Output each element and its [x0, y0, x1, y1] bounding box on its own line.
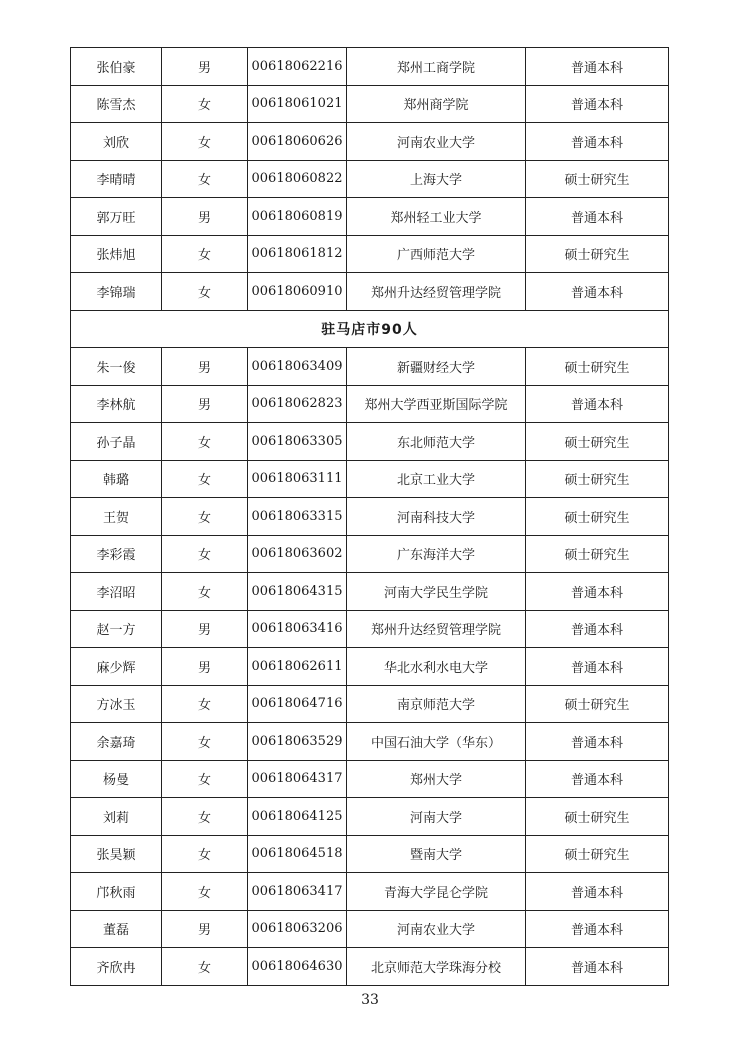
cell-school: 郑州大学西亚斯国际学院	[347, 385, 526, 423]
cell-education: 硕士研究生	[526, 235, 669, 273]
table-row	[71, 385, 669, 423]
cell-school: 暨南大学	[347, 835, 526, 873]
cell-education: 普通本科	[526, 723, 669, 761]
cell-name: 齐欣冉	[71, 948, 162, 986]
cell-gender: 男	[162, 198, 248, 236]
cell-gender: 男	[162, 910, 248, 948]
cell-school: 河南大学	[347, 798, 526, 836]
table-row	[71, 123, 669, 161]
cell-education: 硕士研究生	[526, 348, 669, 386]
cell-education: 硕士研究生	[526, 498, 669, 536]
cell-school: 东北师范大学	[347, 423, 526, 461]
cell-education: 硕士研究生	[526, 685, 669, 723]
table-row	[71, 723, 669, 761]
cell-id: 00618060819	[248, 198, 347, 236]
cell-gender: 女	[162, 160, 248, 198]
cell-name: 王贺	[71, 498, 162, 536]
cell-id: 00618060910	[248, 273, 347, 311]
cell-name: 郭万旺	[71, 198, 162, 236]
table-row	[71, 498, 669, 536]
cell-school: 青海大学昆仑学院	[347, 873, 526, 911]
cell-name: 朱一俊	[71, 348, 162, 386]
cell-gender: 女	[162, 685, 248, 723]
cell-id: 00618064630	[248, 948, 347, 986]
cell-gender: 女	[162, 123, 248, 161]
section-title: 驻马店市90人	[71, 310, 669, 348]
cell-school: 新疆财经大学	[347, 348, 526, 386]
table-row	[71, 835, 669, 873]
cell-school: 南京师范大学	[347, 685, 526, 723]
cell-id: 00618063315	[248, 498, 347, 536]
cell-gender: 女	[162, 423, 248, 461]
cell-education: 普通本科	[526, 610, 669, 648]
cell-id: 00618064518	[248, 835, 347, 873]
cell-school: 河南大学民生学院	[347, 573, 526, 611]
cell-education: 普通本科	[526, 198, 669, 236]
cell-education: 普通本科	[526, 948, 669, 986]
cell-name: 邝秋雨	[71, 873, 162, 911]
cell-id: 00618060626	[248, 123, 347, 161]
cell-education: 硕士研究生	[526, 160, 669, 198]
cell-school: 上海大学	[347, 160, 526, 198]
cell-education: 硕士研究生	[526, 798, 669, 836]
table-row	[71, 910, 669, 948]
table-row	[71, 348, 669, 386]
cell-gender: 女	[162, 460, 248, 498]
cell-name: 杨曼	[71, 760, 162, 798]
cell-gender: 女	[162, 273, 248, 311]
cell-education: 普通本科	[526, 910, 669, 948]
cell-gender: 女	[162, 498, 248, 536]
cell-name: 陈雪杰	[71, 85, 162, 123]
table-row	[71, 460, 669, 498]
cell-gender: 女	[162, 835, 248, 873]
cell-school: 河南科技大学	[347, 498, 526, 536]
cell-name: 刘莉	[71, 798, 162, 836]
cell-id: 00618063416	[248, 610, 347, 648]
cell-id: 00618060822	[248, 160, 347, 198]
cell-name: 张昊颖	[71, 835, 162, 873]
cell-school: 郑州工商学院	[347, 48, 526, 86]
cell-education: 普通本科	[526, 48, 669, 86]
cell-name: 张炜旭	[71, 235, 162, 273]
table-row	[71, 273, 669, 311]
cell-education: 硕士研究生	[526, 535, 669, 573]
table-row	[71, 948, 669, 986]
cell-school: 华北水利水电大学	[347, 648, 526, 686]
cell-school: 郑州升达经贸管理学院	[347, 610, 526, 648]
table-row	[71, 873, 669, 911]
cell-gender: 男	[162, 648, 248, 686]
table-row	[71, 610, 669, 648]
table-body-after	[71, 348, 669, 986]
table-row	[71, 760, 669, 798]
cell-gender: 男	[162, 348, 248, 386]
cell-name: 董磊	[71, 910, 162, 948]
table-body-before	[71, 48, 669, 311]
cell-name: 张伯豪	[71, 48, 162, 86]
table-row	[71, 648, 669, 686]
cell-education: 普通本科	[526, 85, 669, 123]
cell-gender: 男	[162, 48, 248, 86]
table-row	[71, 573, 669, 611]
cell-id: 00618062823	[248, 385, 347, 423]
cell-school: 河南农业大学	[347, 123, 526, 161]
cell-school: 广东海洋大学	[347, 535, 526, 573]
cell-id: 00618063417	[248, 873, 347, 911]
cell-gender: 女	[162, 535, 248, 573]
cell-gender: 男	[162, 385, 248, 423]
cell-school: 河南农业大学	[347, 910, 526, 948]
cell-education: 普通本科	[526, 123, 669, 161]
cell-education: 普通本科	[526, 760, 669, 798]
table-row	[71, 85, 669, 123]
cell-education: 硕士研究生	[526, 460, 669, 498]
table-row	[71, 685, 669, 723]
cell-id: 00618061812	[248, 235, 347, 273]
cell-school: 中国石油大学（华东）	[347, 723, 526, 761]
cell-id: 00618064716	[248, 685, 347, 723]
cell-gender: 女	[162, 723, 248, 761]
cell-id: 00618064315	[248, 573, 347, 611]
cell-gender: 女	[162, 573, 248, 611]
page-number: 33	[361, 992, 379, 1008]
cell-education: 普通本科	[526, 385, 669, 423]
cell-school: 郑州升达经贸管理学院	[347, 273, 526, 311]
cell-gender: 女	[162, 760, 248, 798]
cell-id: 00618063529	[248, 723, 347, 761]
cell-id: 00618064125	[248, 798, 347, 836]
table-row	[71, 235, 669, 273]
cell-education: 普通本科	[526, 573, 669, 611]
cell-school: 广西师范大学	[347, 235, 526, 273]
cell-name: 孙子晶	[71, 423, 162, 461]
cell-school: 北京工业大学	[347, 460, 526, 498]
table-row	[71, 160, 669, 198]
cell-id: 00618062216	[248, 48, 347, 86]
cell-name: 李锦瑞	[71, 273, 162, 311]
cell-education: 普通本科	[526, 648, 669, 686]
cell-name: 李林航	[71, 385, 162, 423]
cell-education: 普通本科	[526, 273, 669, 311]
roster-table	[70, 47, 669, 986]
cell-education: 硕士研究生	[526, 835, 669, 873]
cell-name: 麻少辉	[71, 648, 162, 686]
cell-id: 00618063305	[248, 423, 347, 461]
table-row	[71, 423, 669, 461]
cell-id: 00618063206	[248, 910, 347, 948]
cell-name: 赵一方	[71, 610, 162, 648]
cell-gender: 男	[162, 610, 248, 648]
cell-name: 李晴晴	[71, 160, 162, 198]
cell-gender: 女	[162, 85, 248, 123]
table-row	[71, 48, 669, 86]
cell-gender: 女	[162, 798, 248, 836]
cell-id: 00618063602	[248, 535, 347, 573]
section-row	[71, 310, 669, 348]
table-section	[71, 310, 669, 348]
cell-gender: 女	[162, 948, 248, 986]
cell-school: 北京师范大学珠海分校	[347, 948, 526, 986]
cell-id: 00618061021	[248, 85, 347, 123]
cell-name: 方冰玉	[71, 685, 162, 723]
table-row	[71, 535, 669, 573]
cell-gender: 女	[162, 235, 248, 273]
cell-gender: 女	[162, 873, 248, 911]
cell-education: 硕士研究生	[526, 423, 669, 461]
cell-name: 刘欣	[71, 123, 162, 161]
cell-name: 李沼昭	[71, 573, 162, 611]
cell-school: 郑州大学	[347, 760, 526, 798]
cell-id: 00618063111	[248, 460, 347, 498]
cell-name: 韩璐	[71, 460, 162, 498]
cell-school: 郑州商学院	[347, 85, 526, 123]
table-row	[71, 798, 669, 836]
cell-name: 李彩霞	[71, 535, 162, 573]
cell-school: 郑州轻工业大学	[347, 198, 526, 236]
table-row	[71, 198, 669, 236]
cell-id: 00618063409	[248, 348, 347, 386]
cell-id: 00618064317	[248, 760, 347, 798]
cell-education: 普通本科	[526, 873, 669, 911]
cell-id: 00618062611	[248, 648, 347, 686]
cell-name: 余嘉琦	[71, 723, 162, 761]
